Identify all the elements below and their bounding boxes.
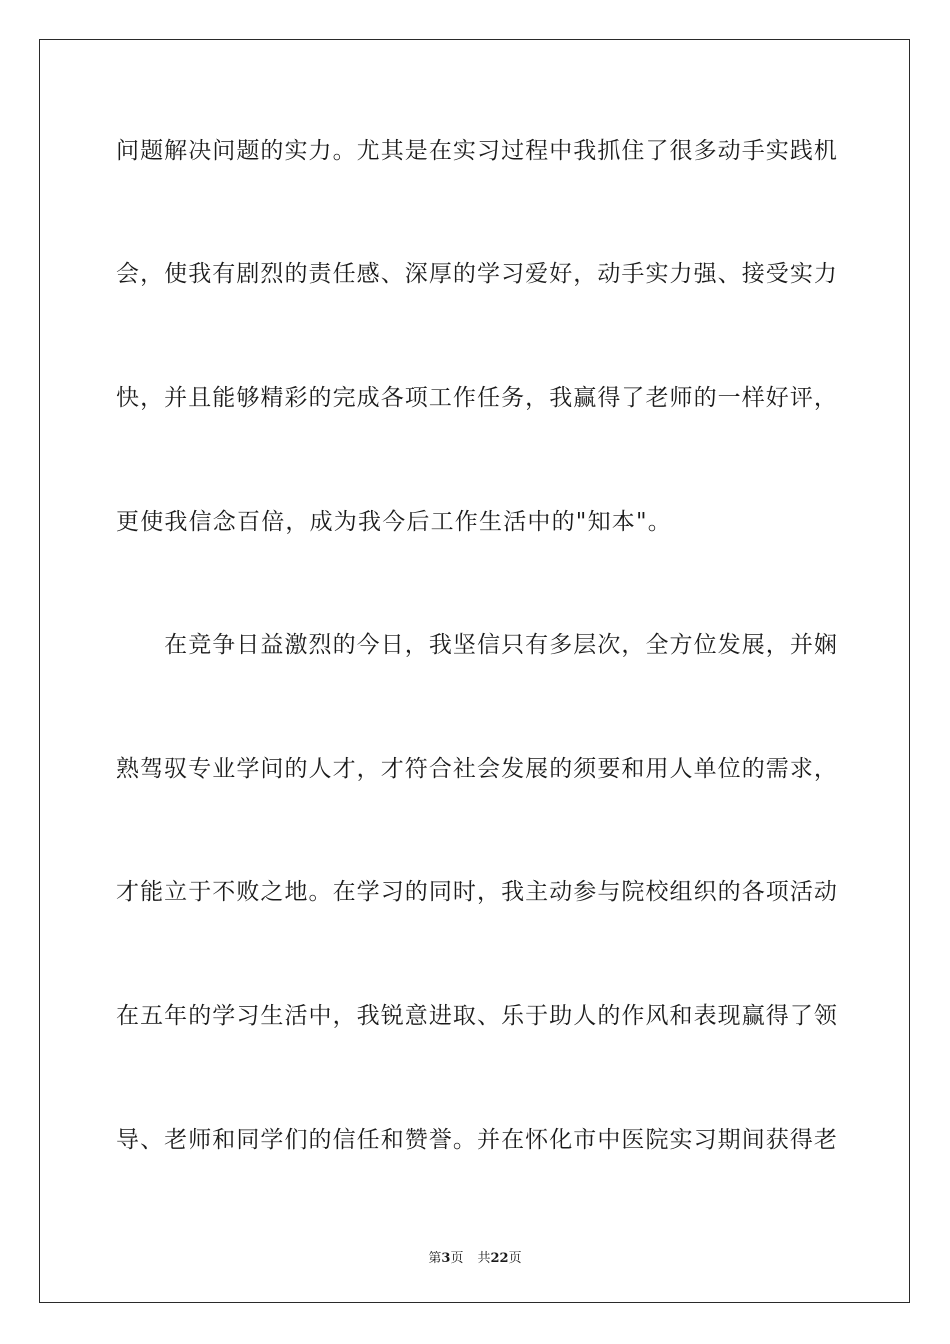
text-line-6: 熟驾驭专业学问的人才，才符合社会发展的须要和用人单位的需求， xyxy=(116,756,838,782)
text-line-7: 才能立于不败之地。在学习的同时，我主动参与院校组织的各项活动 xyxy=(116,879,838,905)
text-line-9: 导、老师和同学们的信任和赞誉。并在怀化市中医院实习期间获得老 xyxy=(116,1127,838,1153)
text-line-4: 更使我信念百倍，成为我今后工作生活中的"知本"。 xyxy=(116,509,672,535)
total-prefix: 共 xyxy=(477,1251,491,1266)
text-line-8: 在五年的学习生活中，我锐意进取、乐于助人的作风和表现赢得了领 xyxy=(116,1003,838,1029)
total-pages-number: 22 xyxy=(490,1251,509,1266)
text-line-5: 在竞争日益激烈的今日，我坚信只有多层次，全方位发展，并娴 xyxy=(116,632,838,658)
text-line-3: 快，并且能够精彩的完成各项工作任务，我赢得了老师的一样好评， xyxy=(116,385,838,411)
total-suffix: 页 xyxy=(508,1251,522,1266)
page-footer xyxy=(0,1247,950,1266)
current-page-number: 3 xyxy=(441,1251,451,1266)
page-border xyxy=(39,39,910,1303)
page-prefix: 第 xyxy=(428,1251,442,1266)
text-line-1: 问题解决问题的实力。尤其是在实习过程中我抓住了很多动手实践机 xyxy=(116,138,838,164)
text-line-2: 会，使我有剧烈的责任感、深厚的学习爱好，动手实力强、接受实力 xyxy=(116,261,838,287)
page-suffix: 页 xyxy=(450,1251,464,1266)
